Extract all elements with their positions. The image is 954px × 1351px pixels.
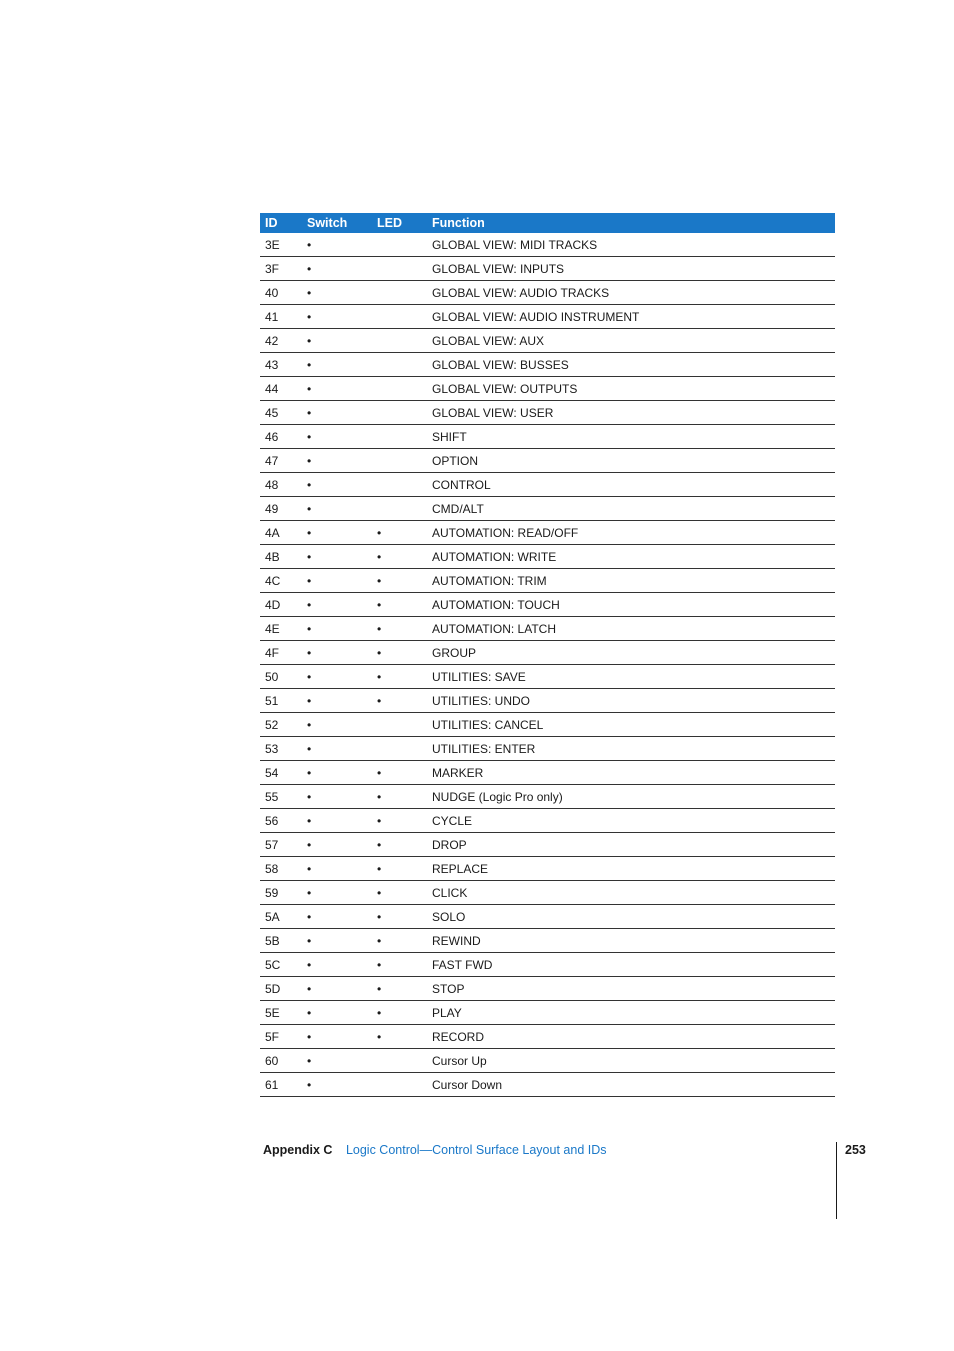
- cell-function: NUDGE (Logic Pro only): [427, 785, 835, 809]
- cell-switch: •: [302, 761, 372, 785]
- table-row: [260, 305, 835, 329]
- cell-led: •: [372, 953, 427, 977]
- cell-led: [372, 377, 427, 401]
- cell-led: •: [372, 641, 427, 665]
- cell-id: 54: [260, 761, 302, 785]
- cell-switch: •: [302, 473, 372, 497]
- cell-switch: •: [302, 665, 372, 689]
- cell-function: AUTOMATION: WRITE: [427, 545, 835, 569]
- table-row: [260, 1049, 835, 1073]
- table-row: [260, 905, 835, 929]
- table-row: [260, 953, 835, 977]
- cell-id: 51: [260, 689, 302, 713]
- table-row: [260, 329, 835, 353]
- cell-id: 55: [260, 785, 302, 809]
- page-number: 253: [845, 1143, 866, 1157]
- cell-id: 49: [260, 497, 302, 521]
- cell-led: •: [372, 929, 427, 953]
- cell-switch: •: [302, 905, 372, 929]
- table-row: [260, 569, 835, 593]
- cell-switch: •: [302, 881, 372, 905]
- cell-switch: •: [302, 977, 372, 1001]
- cell-switch: •: [302, 785, 372, 809]
- table-row: [260, 857, 835, 881]
- cell-led: [372, 329, 427, 353]
- table-row: [260, 665, 835, 689]
- table-row: [260, 881, 835, 905]
- cell-function: MARKER: [427, 761, 835, 785]
- cell-led: [372, 233, 427, 257]
- table-row: [260, 929, 835, 953]
- cell-switch: •: [302, 377, 372, 401]
- cell-switch: •: [302, 833, 372, 857]
- cell-function: GLOBAL VIEW: OUTPUTS: [427, 377, 835, 401]
- cell-led: [372, 713, 427, 737]
- cell-led: •: [372, 1025, 427, 1049]
- cell-switch: •: [302, 929, 372, 953]
- table-row: [260, 521, 835, 545]
- table-row: [260, 473, 835, 497]
- cell-function: UTILITIES: CANCEL: [427, 713, 835, 737]
- cell-switch: •: [302, 953, 372, 977]
- cell-led: [372, 425, 427, 449]
- cell-switch: •: [302, 305, 372, 329]
- cell-function: FAST FWD: [427, 953, 835, 977]
- cell-led: •: [372, 761, 427, 785]
- cell-function: GLOBAL VIEW: AUDIO INSTRUMENT: [427, 305, 835, 329]
- cell-id: 5E: [260, 1001, 302, 1025]
- column-header-id: ID: [260, 213, 302, 233]
- cell-switch: •: [302, 737, 372, 761]
- cell-id: 50: [260, 665, 302, 689]
- cell-led: •: [372, 977, 427, 1001]
- table-row: [260, 377, 835, 401]
- cell-function: AUTOMATION: LATCH: [427, 617, 835, 641]
- cell-function: SOLO: [427, 905, 835, 929]
- cell-id: 4F: [260, 641, 302, 665]
- footer-divider: [836, 1142, 837, 1219]
- cell-id: 46: [260, 425, 302, 449]
- table-row: [260, 833, 835, 857]
- cell-id: 4A: [260, 521, 302, 545]
- cell-led: •: [372, 569, 427, 593]
- cell-function: OPTION: [427, 449, 835, 473]
- cell-id: 43: [260, 353, 302, 377]
- cell-function: STOP: [427, 977, 835, 1001]
- table-row: [260, 641, 835, 665]
- cell-id: 58: [260, 857, 302, 881]
- cell-switch: •: [302, 545, 372, 569]
- cell-id: 4B: [260, 545, 302, 569]
- cell-led: •: [372, 665, 427, 689]
- cell-led: •: [372, 593, 427, 617]
- cell-id: 4E: [260, 617, 302, 641]
- cell-function: DROP: [427, 833, 835, 857]
- table-header-row: [260, 213, 835, 233]
- cell-function: GLOBAL VIEW: INPUTS: [427, 257, 835, 281]
- cell-led: •: [372, 881, 427, 905]
- table-row: [260, 1025, 835, 1049]
- cell-function: GLOBAL VIEW: MIDI TRACKS: [427, 233, 835, 257]
- cell-id: 56: [260, 809, 302, 833]
- table-row: [260, 449, 835, 473]
- table-row: [260, 761, 835, 785]
- cell-switch: •: [302, 401, 372, 425]
- table-row: [260, 737, 835, 761]
- cell-led: •: [372, 785, 427, 809]
- table-row: [260, 233, 835, 257]
- cell-function: REWIND: [427, 929, 835, 953]
- table-row: [260, 713, 835, 737]
- table-row: [260, 593, 835, 617]
- cell-switch: •: [302, 641, 372, 665]
- cell-switch: •: [302, 1001, 372, 1025]
- cell-switch: •: [302, 281, 372, 305]
- cell-id: 48: [260, 473, 302, 497]
- cell-switch: •: [302, 593, 372, 617]
- cell-id: 61: [260, 1073, 302, 1097]
- cell-function: AUTOMATION: TOUCH: [427, 593, 835, 617]
- cell-led: •: [372, 833, 427, 857]
- cell-id: 5D: [260, 977, 302, 1001]
- table-row: [260, 281, 835, 305]
- cell-switch: •: [302, 353, 372, 377]
- table-row: [260, 977, 835, 1001]
- cell-led: [372, 257, 427, 281]
- cell-id: 41: [260, 305, 302, 329]
- table-row: [260, 689, 835, 713]
- cell-led: •: [372, 521, 427, 545]
- cell-led: [372, 401, 427, 425]
- table-row: [260, 545, 835, 569]
- cell-switch: •: [302, 1049, 372, 1073]
- cell-switch: •: [302, 1025, 372, 1049]
- cell-switch: •: [302, 257, 372, 281]
- cell-led: [372, 353, 427, 377]
- cell-function: UTILITIES: SAVE: [427, 665, 835, 689]
- appendix-label: Appendix C: [263, 1143, 333, 1157]
- cell-led: •: [372, 1001, 427, 1025]
- cell-id: 60: [260, 1049, 302, 1073]
- cell-led: •: [372, 905, 427, 929]
- cell-id: 47: [260, 449, 302, 473]
- cell-function: CLICK: [427, 881, 835, 905]
- cell-function: PLAY: [427, 1001, 835, 1025]
- cell-function: UTILITIES: UNDO: [427, 689, 835, 713]
- cell-switch: •: [302, 329, 372, 353]
- cell-id: 45: [260, 401, 302, 425]
- cell-function: SHIFT: [427, 425, 835, 449]
- cell-id: 3E: [260, 233, 302, 257]
- table-row: [260, 1073, 835, 1097]
- cell-id: 5A: [260, 905, 302, 929]
- cell-id: 40: [260, 281, 302, 305]
- cell-id: 3F: [260, 257, 302, 281]
- cell-function: REPLACE: [427, 857, 835, 881]
- cell-switch: •: [302, 809, 372, 833]
- cell-id: 52: [260, 713, 302, 737]
- cell-function: CMD/ALT: [427, 497, 835, 521]
- cell-id: 4C: [260, 569, 302, 593]
- table-row: [260, 257, 835, 281]
- page-footer: [263, 1143, 607, 1157]
- cell-switch: •: [302, 449, 372, 473]
- cell-function: GLOBAL VIEW: AUDIO TRACKS: [427, 281, 835, 305]
- cell-led: [372, 449, 427, 473]
- cell-led: [372, 281, 427, 305]
- cell-led: [372, 1073, 427, 1097]
- table-row: [260, 497, 835, 521]
- cell-switch: •: [302, 689, 372, 713]
- cell-switch: •: [302, 1073, 372, 1097]
- cell-function: GLOBAL VIEW: AUX: [427, 329, 835, 353]
- cell-led: [372, 473, 427, 497]
- cell-function: AUTOMATION: READ/OFF: [427, 521, 835, 545]
- cell-led: [372, 737, 427, 761]
- cell-led: •: [372, 857, 427, 881]
- column-header-led: LED: [372, 213, 427, 233]
- cell-switch: •: [302, 521, 372, 545]
- cell-id: 5C: [260, 953, 302, 977]
- cell-switch: •: [302, 233, 372, 257]
- table-row: [260, 617, 835, 641]
- table-row: [260, 809, 835, 833]
- cell-function: RECORD: [427, 1025, 835, 1049]
- cell-function: CYCLE: [427, 809, 835, 833]
- cell-function: Cursor Up: [427, 1049, 835, 1073]
- cell-led: [372, 1049, 427, 1073]
- table-row: [260, 353, 835, 377]
- cell-id: 53: [260, 737, 302, 761]
- cell-function: GROUP: [427, 641, 835, 665]
- cell-led: [372, 305, 427, 329]
- cell-function: GLOBAL VIEW: USER: [427, 401, 835, 425]
- cell-function: UTILITIES: ENTER: [427, 737, 835, 761]
- cell-function: GLOBAL VIEW: BUSSES: [427, 353, 835, 377]
- cell-id: 59: [260, 881, 302, 905]
- table-row: [260, 1001, 835, 1025]
- cell-led: •: [372, 809, 427, 833]
- cell-switch: •: [302, 425, 372, 449]
- table-row: [260, 785, 835, 809]
- cell-id: 4D: [260, 593, 302, 617]
- cell-id: 5F: [260, 1025, 302, 1049]
- cell-switch: •: [302, 569, 372, 593]
- column-header-switch: Switch: [302, 213, 372, 233]
- cell-led: •: [372, 545, 427, 569]
- cell-function: AUTOMATION: TRIM: [427, 569, 835, 593]
- cell-switch: •: [302, 857, 372, 881]
- id-table: [260, 213, 835, 1097]
- cell-switch: •: [302, 497, 372, 521]
- cell-switch: •: [302, 617, 372, 641]
- column-header-function: Function: [427, 213, 835, 233]
- cell-id: 5B: [260, 929, 302, 953]
- cell-led: [372, 497, 427, 521]
- cell-function: CONTROL: [427, 473, 835, 497]
- table-row: [260, 425, 835, 449]
- cell-id: 57: [260, 833, 302, 857]
- table-row: [260, 401, 835, 425]
- cell-function: Cursor Down: [427, 1073, 835, 1097]
- chapter-title-link[interactable]: Logic Control—Control Surface Layout and IDs: [345, 1143, 607, 1157]
- cell-led: •: [372, 617, 427, 641]
- cell-id: 44: [260, 377, 302, 401]
- table-body: [260, 233, 835, 1097]
- cell-led: •: [372, 689, 427, 713]
- cell-switch: •: [302, 713, 372, 737]
- cell-id: 42: [260, 329, 302, 353]
